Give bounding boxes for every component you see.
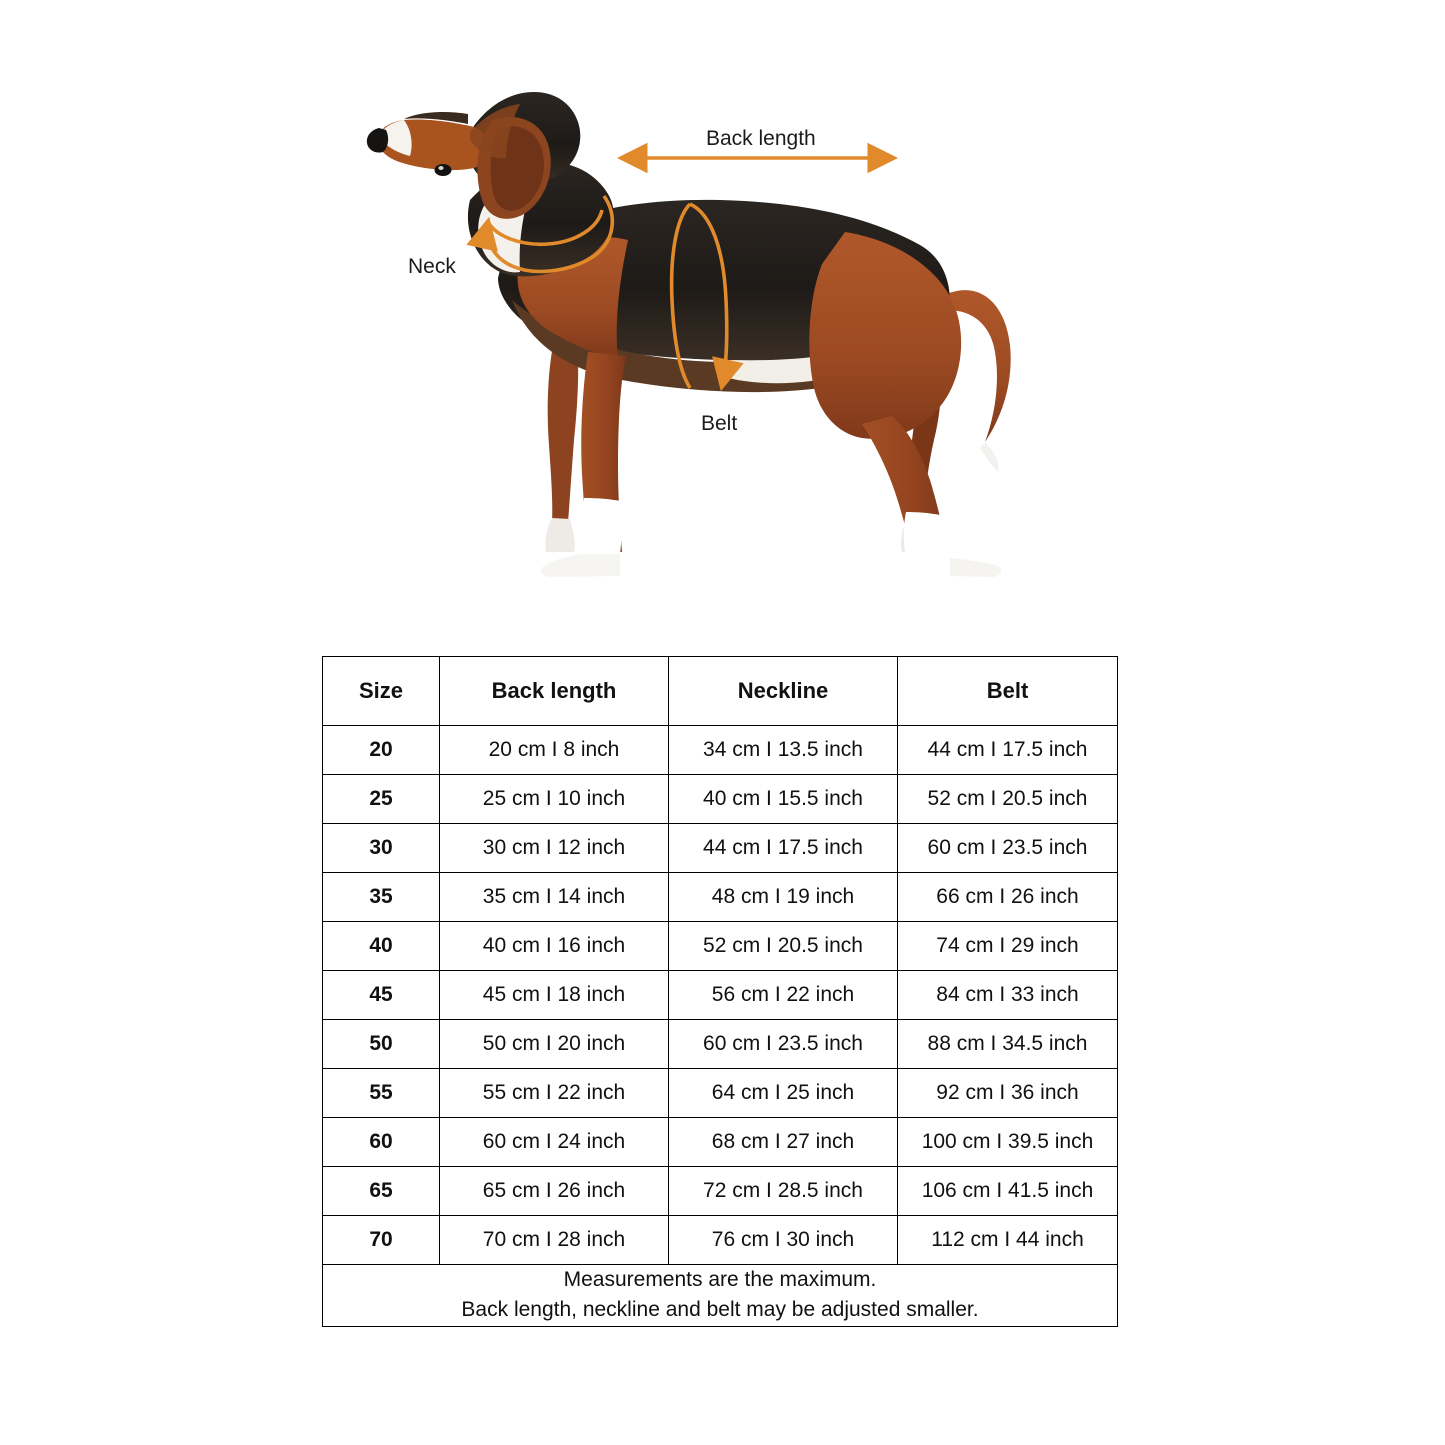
cell-belt: 44 cm I 17.5 inch — [898, 726, 1118, 775]
cell-size: 70 — [323, 1216, 440, 1265]
table-row — [323, 1069, 1118, 1118]
cell-back-length: 65 cm I 26 inch — [440, 1167, 669, 1216]
cell-neckline: 40 cm I 15.5 inch — [669, 775, 898, 824]
table-row — [323, 824, 1118, 873]
table-row — [323, 922, 1118, 971]
cell-belt: 66 cm I 26 inch — [898, 873, 1118, 922]
cell-size: 25 — [323, 775, 440, 824]
cell-neckline: 34 cm I 13.5 inch — [669, 726, 898, 775]
column-header-back-length: Back length — [440, 657, 669, 726]
cell-neckline: 68 cm I 27 inch — [669, 1118, 898, 1167]
cell-back-length: 70 cm I 28 inch — [440, 1216, 669, 1265]
cell-neckline: 76 cm I 30 inch — [669, 1216, 898, 1265]
column-header-neckline: Neckline — [669, 657, 898, 726]
footnote-line-2: Back length, neckline and belt may be adjusted smaller. — [461, 1298, 979, 1322]
belt-label: Belt — [701, 412, 738, 435]
cell-back-length: 30 cm I 12 inch — [440, 824, 669, 873]
cell-belt: 84 cm I 33 inch — [898, 971, 1118, 1020]
cell-back-length: 25 cm I 10 inch — [440, 775, 669, 824]
cell-belt: 88 cm I 34.5 inch — [898, 1020, 1118, 1069]
cell-neckline: 64 cm I 25 inch — [669, 1069, 898, 1118]
cell-belt: 92 cm I 36 inch — [898, 1069, 1118, 1118]
cell-back-length: 40 cm I 16 inch — [440, 922, 669, 971]
cell-size: 55 — [323, 1069, 440, 1118]
table-footnote — [323, 1265, 1118, 1327]
table-row — [323, 775, 1118, 824]
footnote-line-1: Measurements are the maximum. — [563, 1268, 877, 1291]
column-header-belt: Belt — [898, 657, 1118, 726]
table-row — [323, 971, 1118, 1020]
dog-measurement-illustration — [0, 0, 1445, 630]
cell-back-length: 35 cm I 14 inch — [440, 873, 669, 922]
back-length-label: Back length — [706, 127, 816, 150]
table-row — [323, 1118, 1118, 1167]
cell-back-length: 50 cm I 20 inch — [440, 1020, 669, 1069]
table-row — [323, 726, 1118, 775]
cell-neckline: 48 cm I 19 inch — [669, 873, 898, 922]
cell-neckline: 52 cm I 20.5 inch — [669, 922, 898, 971]
cell-neckline: 44 cm I 17.5 inch — [669, 824, 898, 873]
cell-back-length: 45 cm I 18 inch — [440, 971, 669, 1020]
cell-size: 65 — [323, 1167, 440, 1216]
table-row — [323, 1216, 1118, 1265]
cell-size: 60 — [323, 1118, 440, 1167]
cell-size: 40 — [323, 922, 440, 971]
dog-illustration-svg — [0, 0, 1445, 630]
cell-belt: 52 cm I 20.5 inch — [898, 775, 1118, 824]
cell-size: 35 — [323, 873, 440, 922]
cell-belt: 74 cm I 29 inch — [898, 922, 1118, 971]
table-row — [323, 873, 1118, 922]
cell-size: 45 — [323, 971, 440, 1020]
cell-back-length: 55 cm I 22 inch — [440, 1069, 669, 1118]
size-table — [322, 656, 1118, 1327]
cell-neckline: 56 cm I 22 inch — [669, 971, 898, 1020]
cell-neckline: 72 cm I 28.5 inch — [669, 1167, 898, 1216]
cell-belt: 112 cm I 44 inch — [898, 1216, 1118, 1265]
cell-neckline: 60 cm I 23.5 inch — [669, 1020, 898, 1069]
cell-size: 20 — [323, 726, 440, 775]
table-row — [323, 1020, 1118, 1069]
cell-belt: 100 cm I 39.5 inch — [898, 1118, 1118, 1167]
table-row — [323, 1167, 1118, 1216]
dog-figure — [367, 92, 1011, 577]
table-footnote-row — [323, 1265, 1118, 1327]
column-header-size: Size — [323, 657, 440, 726]
neck-label: Neck — [408, 255, 456, 278]
cell-belt: 106 cm I 41.5 inch — [898, 1167, 1118, 1216]
cell-size: 30 — [323, 824, 440, 873]
cell-back-length: 60 cm I 24 inch — [440, 1118, 669, 1167]
table-header-row — [323, 657, 1118, 726]
size-chart — [322, 656, 1117, 1327]
cell-size: 50 — [323, 1020, 440, 1069]
cell-back-length: 20 cm I 8 inch — [440, 726, 669, 775]
cell-belt: 60 cm I 23.5 inch — [898, 824, 1118, 873]
